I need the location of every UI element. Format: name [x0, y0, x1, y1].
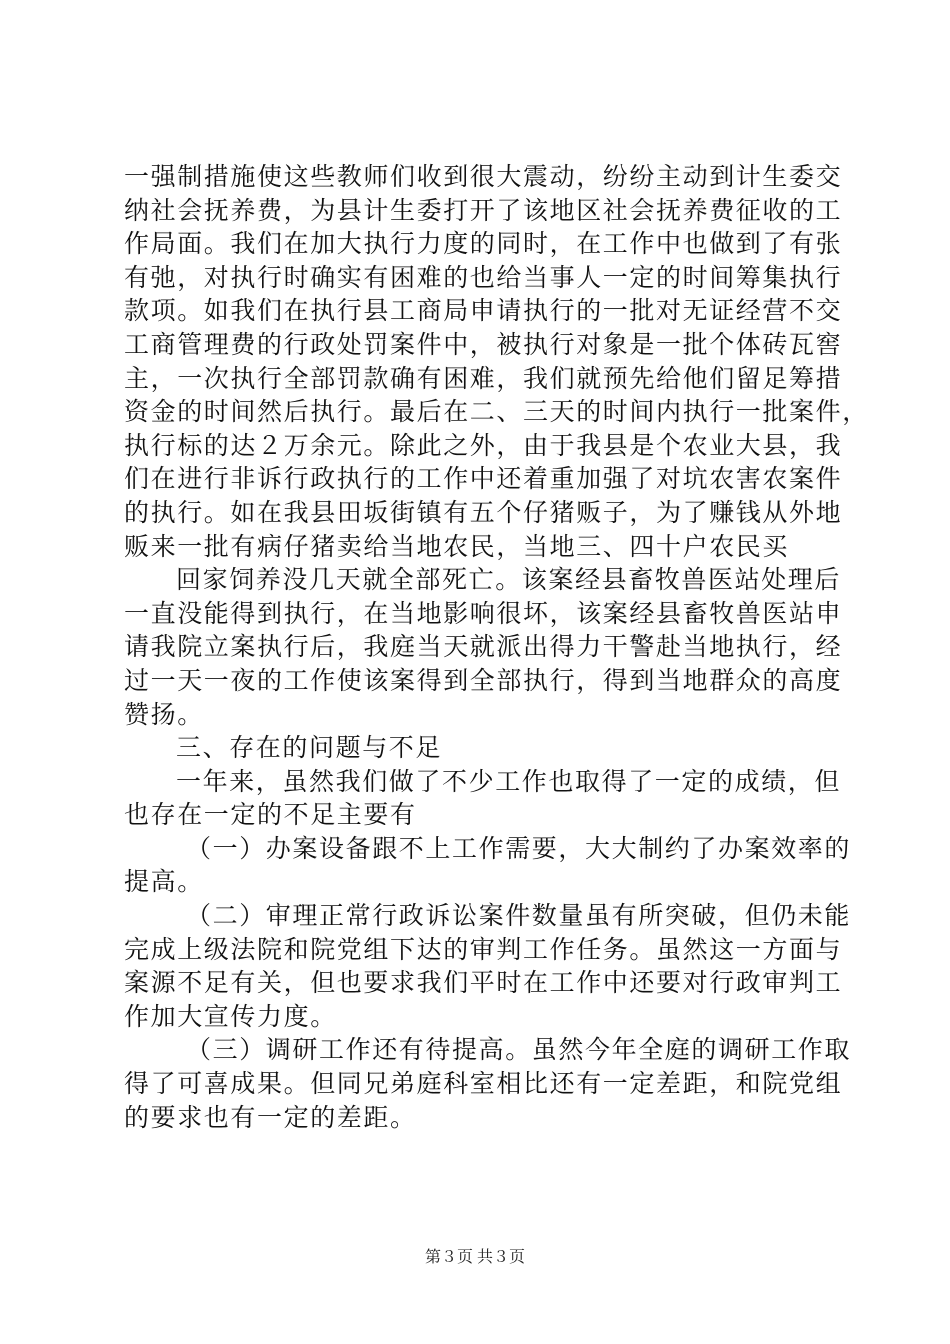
text-line: 提高。	[124, 867, 204, 897]
text-line: 请我院立案执行后，我庭当天就派出得力干警赴当地执行，经	[124, 632, 843, 662]
text-line: 的执行。如在我县田坂街镇有五个仔猪贩子，为了赚钱从外地	[124, 497, 843, 527]
text-line: 纳社会抚养费，为县计生委打开了该地区社会抚养费征收的工	[124, 195, 843, 225]
text-line: 得了可喜成果。但同兄弟庭科室相比还有一定差距，和院党组	[124, 1069, 843, 1099]
document-body	[124, 160, 869, 1134]
page-footer: 第３页 共３页	[424, 1249, 525, 1266]
text-line: 三、存在的问题与不足	[176, 733, 443, 763]
text-line: 回家饲养没几天就全部死亡。该案经县畜牧兽医站处理后	[176, 565, 842, 595]
text-line: 一年来，虽然我们做了不少工作也取得了一定的成绩，但	[176, 766, 842, 796]
text-line: （二）审理正常行政诉讼案件数量虽有所突破，但仍未能	[186, 901, 852, 931]
text-line: 有弛，对执行时确实有困难的也给当事人一定的时间筹集执行	[124, 262, 843, 292]
text-line: 主，一次执行全部罚款确有困难，我们就预先给他们留足筹措	[124, 363, 843, 393]
text-line: 完成上级法院和院党组下达的审判工作任务。虽然这一方面与	[124, 934, 843, 964]
text-line: 的要求也有一定的差距。	[124, 1102, 417, 1132]
text-line: （三）调研工作还有待提高。虽然今年全庭的调研工作取	[186, 1035, 852, 1065]
text-line: 过一天一夜的工作使该案得到全部执行，得到当地群众的高度	[124, 665, 843, 695]
text-line: 工商管理费的行政处罚案件中，被执行对象是一批个体砖瓦窖	[124, 329, 843, 359]
text-line: 资金的时间然后执行。最后在二、三天的时间内执行一批案件，	[124, 397, 869, 427]
text-line: 们在进行非诉行政执行的工作中还着重加强了对坑农害农案件	[124, 464, 843, 494]
text-line: 贩来一批有病仔猪卖给当地农民，当地三、四十户农民买	[124, 531, 790, 561]
text-line: 一直没能得到执行，在当地影响很坏，该案经县畜牧兽医站申	[124, 598, 843, 628]
text-line: 作加大宣传力度。	[124, 1001, 337, 1031]
text-line: 作局面。我们在加大执行力度的同时，在工作中也做到了有张	[124, 229, 843, 259]
text-line: 案源不足有关，但也要求我们平时在工作中还要对行政审判工	[124, 968, 843, 998]
text-line: 一强制措施使这些教师们收到很大震动，纷纷主动到计生委交	[124, 162, 843, 191]
text-line: 也存在一定的不足主要有	[124, 800, 417, 830]
text-line: 执行标的达２万余元。除此之外，由于我县是个农业大县，我	[124, 430, 843, 460]
text-line: （一）办案设备跟不上工作需要，大大制约了办案效率的	[186, 833, 852, 863]
text-line: 款项。如我们在执行县工商局申请执行的一批对无证经营不交	[124, 296, 843, 326]
text-line: 赞扬。	[124, 699, 204, 729]
